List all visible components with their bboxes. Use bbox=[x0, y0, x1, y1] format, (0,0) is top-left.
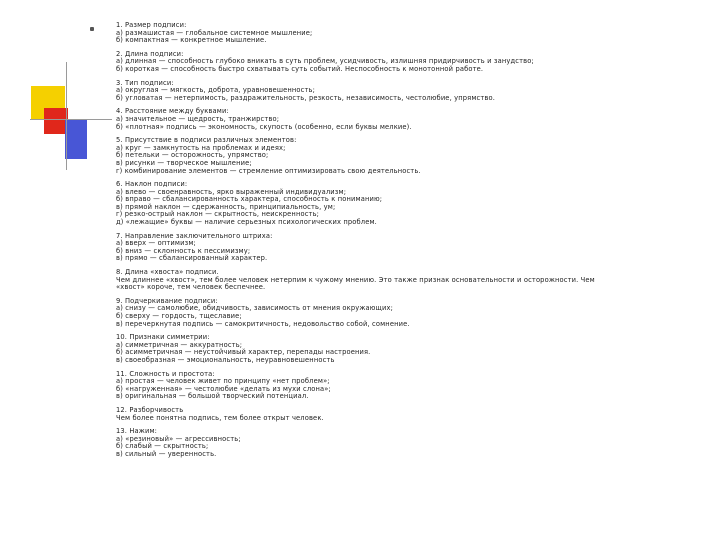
section-line: в) сильный — уверенность. bbox=[116, 449, 217, 458]
section-7 bbox=[116, 233, 676, 263]
section-line: б) короткая — способность быстро схватывать суть событий. Неспособность к монотонной работе. bbox=[116, 64, 484, 73]
section-line: в) рисунки — творческое мышление; bbox=[116, 158, 252, 167]
section-13 bbox=[116, 428, 676, 458]
section-line: а) размашистая — глобальное системное мышление; bbox=[116, 28, 313, 37]
section-line: а) длинная — способность глубоко вникать в суть проблем, усидчивость, излишняя придирчивость и занудство; bbox=[116, 57, 534, 66]
section-line: а) округлая — мягкость, доброта, уравновешенность; bbox=[116, 86, 316, 95]
section-line: г) резко-острый наклон — скрытность, неискренность; bbox=[116, 210, 320, 219]
section-line: в) перечеркнутая подпись — самокритичность, недовольство собой, сомнение. bbox=[116, 319, 410, 328]
section-6 bbox=[116, 181, 676, 227]
section-10 bbox=[116, 334, 676, 364]
section-line: «хвост» короче, тем человек беспечнее. bbox=[116, 283, 266, 292]
section-heading: 11. Сложность и простота: bbox=[116, 369, 215, 378]
section-line: д) «лежащие» буквы — наличие серьезных психологических проблем. bbox=[116, 218, 377, 227]
section-line: б) вправо — сбалансированность характера, способность к пониманию; bbox=[116, 195, 383, 204]
section-line: Чем длиннее «хвост», тем более человек нетерпим к чужому мнению. Это также признак основательности и осторожности. Чем bbox=[116, 275, 595, 284]
section-line: а) значительное — щедрость, транжирство; bbox=[116, 114, 280, 123]
section-8 bbox=[116, 269, 676, 292]
section-heading: 7. Направление заключительного штриха: bbox=[116, 231, 273, 240]
section-line: б) асимметричная — неустойчивый характер, перепады настроения. bbox=[116, 348, 371, 357]
section-line: в) прямой наклон — сдержанность, принципиальность, ум; bbox=[116, 202, 336, 211]
section-12 bbox=[116, 407, 676, 422]
section-11 bbox=[116, 371, 676, 401]
section-heading: 1. Размер подписи: bbox=[116, 21, 187, 29]
section-line: а) влево — своенравность, ярко выраженный индивидуализм; bbox=[116, 187, 347, 196]
section-line: б) сверху — гордость, тщеславие; bbox=[116, 312, 242, 320]
section-line: в) прямо — сбалансированный характер. bbox=[116, 254, 268, 263]
section-line: а) снизу — самолюбие, обидчивость, зависимость от мнения окружающих; bbox=[116, 304, 394, 313]
section-line: в) оригинальная — большой творческий потенциал. bbox=[116, 392, 309, 401]
section-line: б) «плотная» подпись — экономность, скупость (особенно, если буквы мелкие). bbox=[116, 122, 412, 131]
section-2 bbox=[116, 51, 676, 74]
section-heading: 8. Длина «хвоста» подписи. bbox=[116, 268, 219, 277]
section-heading: 2. Длина подписи: bbox=[116, 49, 184, 58]
section-line: б) петельки — осторожность, упрямство; bbox=[116, 151, 269, 160]
decor-horizontal-line bbox=[30, 119, 112, 120]
section-line: а) «резиновый» — агрессивность; bbox=[116, 434, 241, 443]
section-line: а) симметричная — аккуратность; bbox=[116, 340, 243, 349]
section-5 bbox=[116, 137, 676, 175]
section-4 bbox=[116, 108, 676, 131]
section-line: Чем более понятна подпись, тем более открыт человек. bbox=[116, 413, 324, 422]
section-heading: 5. Присутствие в подписи различных элементов: bbox=[116, 136, 297, 145]
section-heading: 3. Тип подписи: bbox=[116, 78, 174, 87]
section-heading: 9. Подчеркивание подписи: bbox=[116, 296, 218, 305]
document-text bbox=[116, 22, 676, 465]
section-line: б) компактная — конкретное мышление. bbox=[116, 36, 267, 45]
section-heading: 6. Наклон подписи: bbox=[116, 180, 188, 189]
section-line: а) круг — замкнутость на проблемах и идеях; bbox=[116, 143, 286, 152]
section-line: б) угловатая — нетерпимость, раздражительность, резкость, независимость, честолюбие, упрямство. bbox=[116, 93, 496, 102]
section-line: г) комбинирование элементов — стремление оптимизировать свою деятельность. bbox=[116, 166, 421, 175]
section-heading: 12. Разборчивость bbox=[116, 405, 184, 414]
section-9 bbox=[116, 298, 676, 328]
section-line: б) «нагруженная» — честолюбие «делать из мухи слона»; bbox=[116, 384, 331, 393]
section-line: а) вверх — оптимизм; bbox=[116, 239, 196, 248]
section-line: б) слабый — скрытность; bbox=[116, 442, 209, 451]
section-line: в) своеобразная — эмоциональность, неуравновешенность bbox=[116, 355, 335, 364]
section-3 bbox=[116, 80, 676, 103]
decor-blue-square bbox=[65, 119, 87, 159]
section-heading: 10. Признаки симметрии: bbox=[116, 333, 210, 342]
section-heading: 4. Расстояние между буквами: bbox=[116, 107, 229, 116]
section-1 bbox=[116, 22, 676, 45]
section-heading: 13. Нажим: bbox=[116, 427, 158, 436]
section-line: а) простая — человек живет по принципу «нет проблем»; bbox=[116, 377, 330, 386]
list-bullet bbox=[90, 27, 94, 31]
section-line: б) вниз — склонность к пессимизму; bbox=[116, 246, 251, 255]
decor-vertical-line bbox=[66, 62, 67, 170]
